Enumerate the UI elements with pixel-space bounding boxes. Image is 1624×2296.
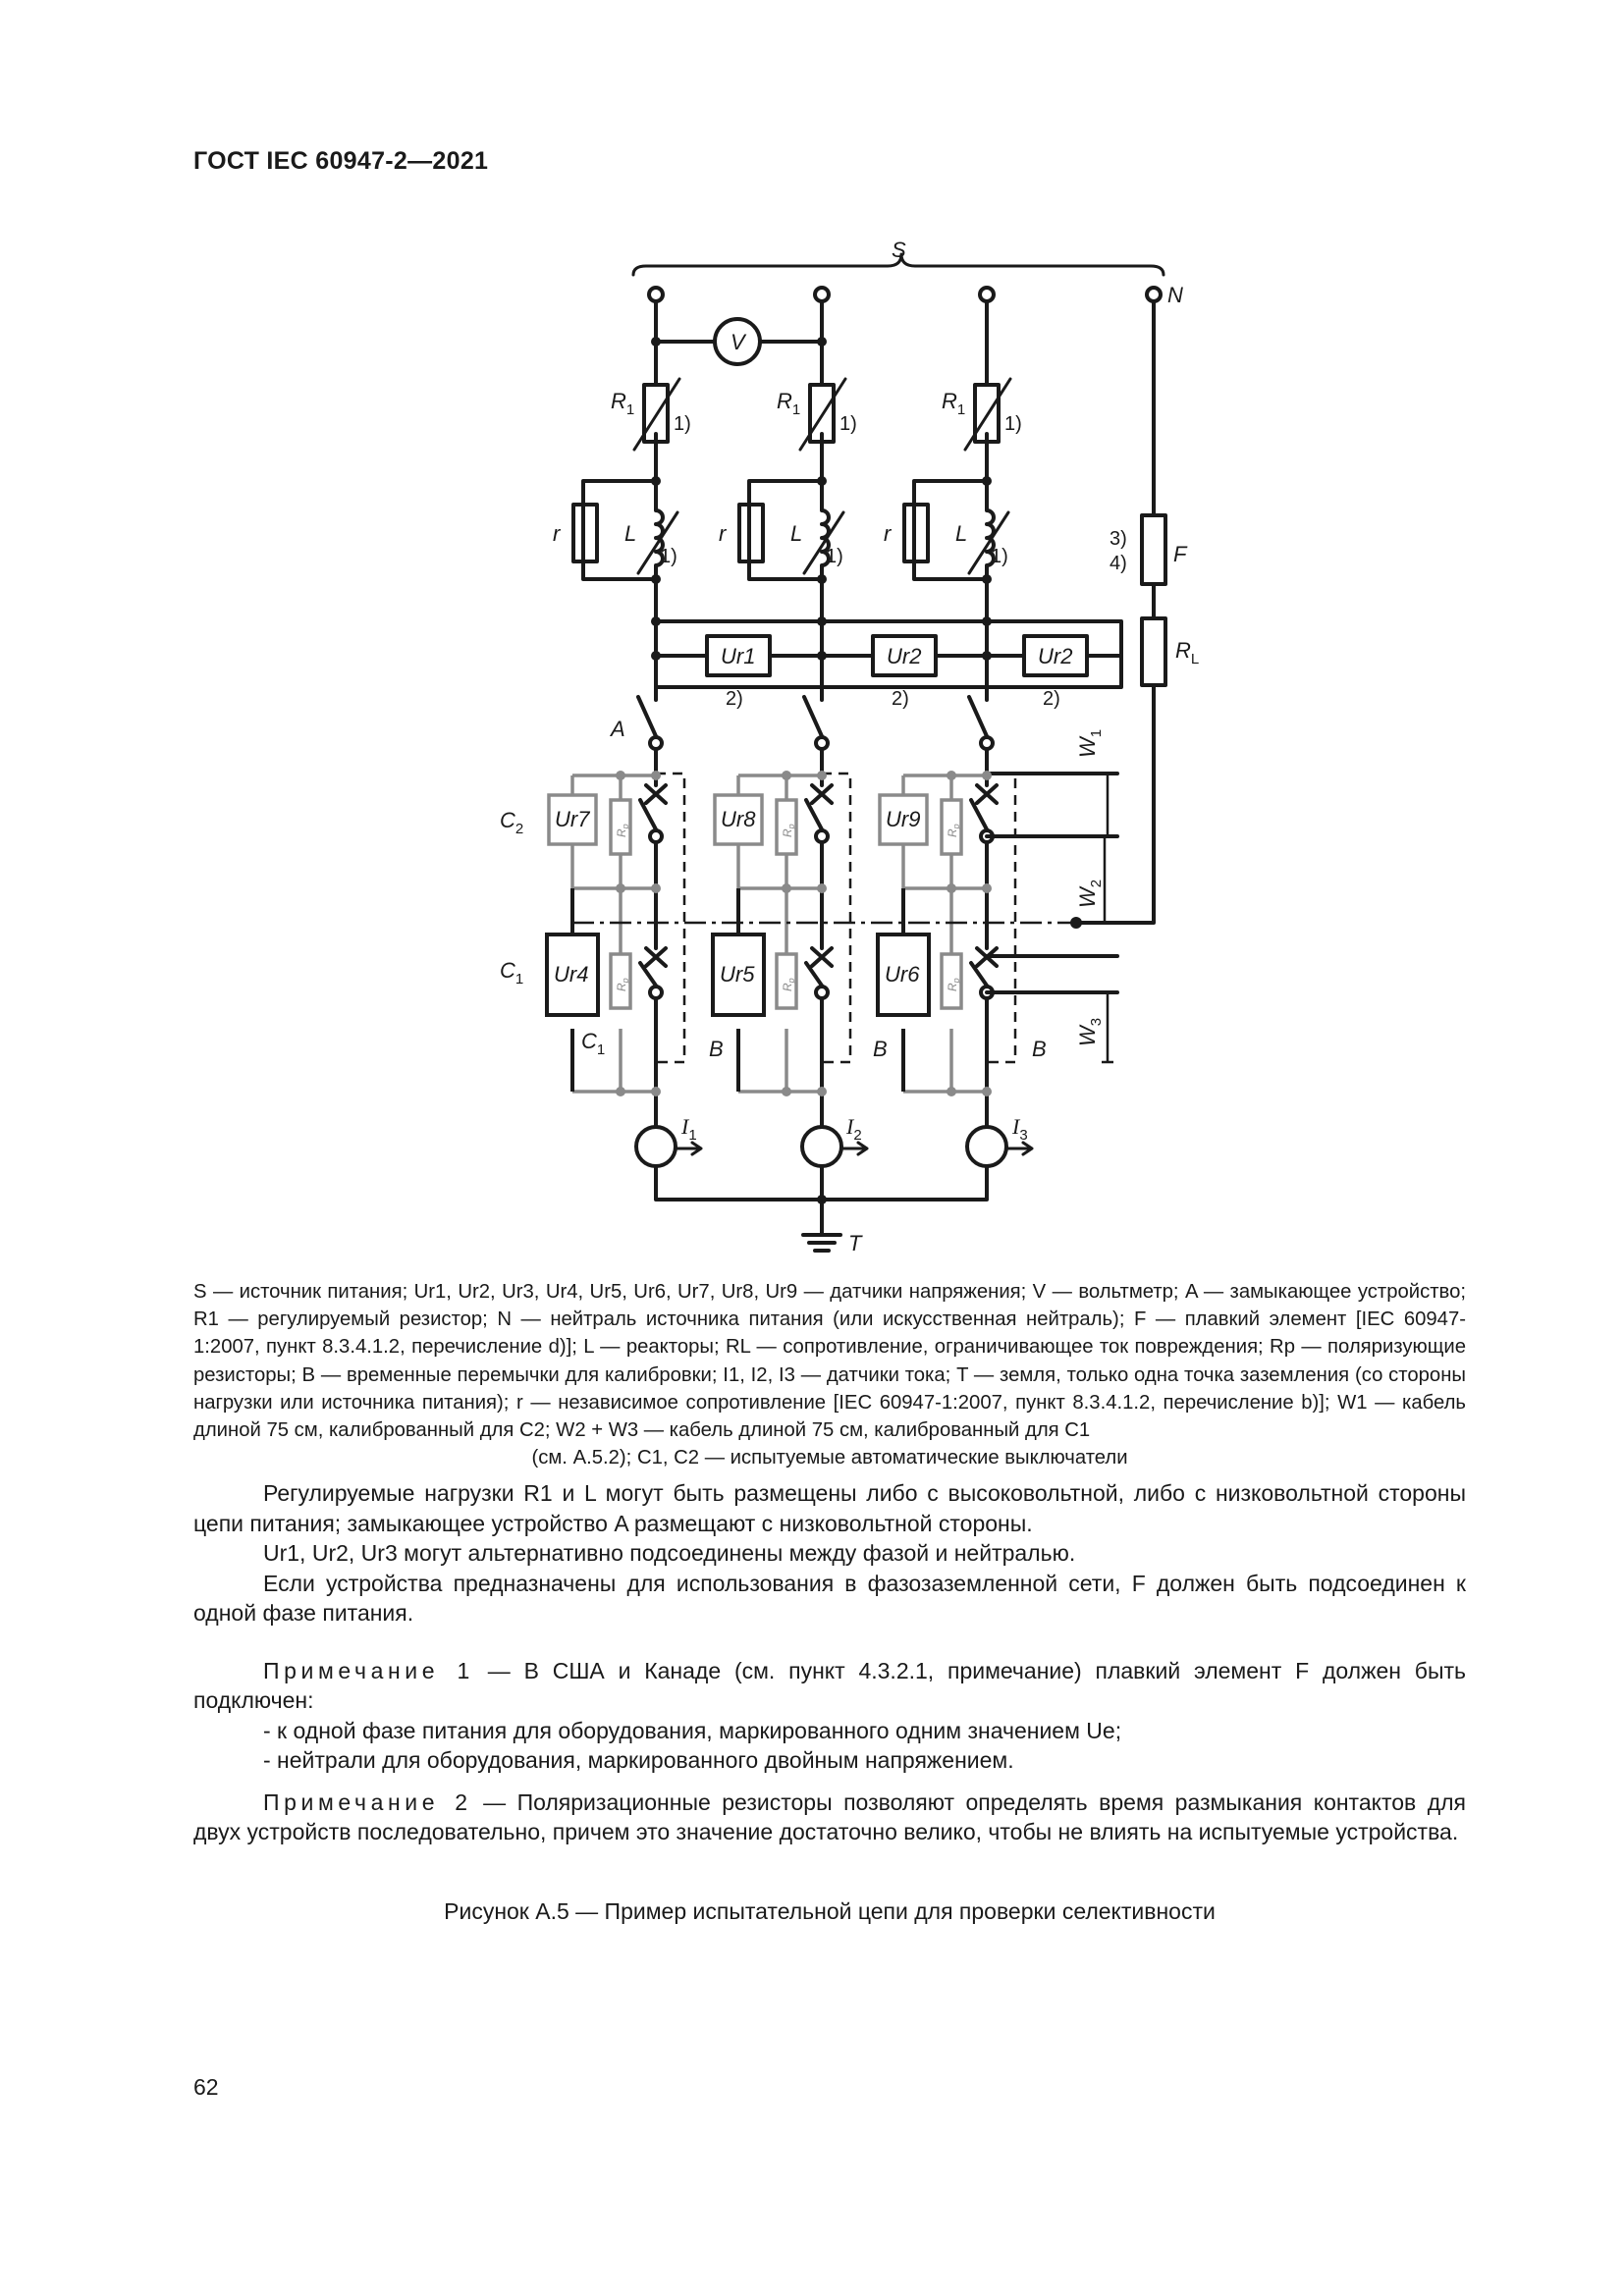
label-i2: $I_2$ <box>846 1114 862 1144</box>
label-ground-t: T <box>848 1231 862 1255</box>
note-4: 4) <box>1110 553 1127 574</box>
terminal-phase-3 <box>980 288 994 301</box>
label-voltmeter-v: V <box>731 330 745 354</box>
label-b-3: B <box>1032 1037 1047 1061</box>
label-r-phase-3: r <box>884 521 892 546</box>
label-l-phase-3: L <box>955 521 968 546</box>
label-switch-a: A <box>611 717 625 741</box>
label-rp-c2-2: $R_p$ <box>781 824 796 837</box>
current-sensor-i1 <box>636 1127 676 1166</box>
note-1 <box>193 1656 1466 1716</box>
label-l-phase-2: L <box>790 521 803 546</box>
note-1-r1-phase-1: 1) <box>674 413 691 435</box>
note-2-text: — Поляризационные резисторы позволяют определять время размыкания контактов для двух устройств последовательно, причем это значение достаточно велико, чтобы не влиять на испытуемые устройства. <box>193 1789 1467 1844</box>
page-number: 62 <box>193 2074 219 2100</box>
label-ur5: Ur5 <box>720 962 755 987</box>
label-ur1: Ur1 <box>721 644 756 668</box>
label-ur7: Ur7 <box>555 807 590 831</box>
label-w3: $W_3$ <box>1075 1017 1105 1046</box>
note-1-r1-phase-3: 1) <box>1004 413 1022 435</box>
figure-legend <box>193 1278 1466 1471</box>
paragraph-2: Ur1, Ur2, Ur3 могут альтернативно подсоединены между фазой и нейтралью. <box>263 1540 1076 1566</box>
note-2 <box>193 1788 1466 1847</box>
label-r1-phase-3: $R_1$ <box>942 389 966 418</box>
legend-last-line: (см. A.5.2); C1, C2 — испытуемые автоматические выключатели <box>531 1447 1128 1469</box>
label-b-2: B <box>873 1037 888 1061</box>
label-ur4: Ur4 <box>554 962 589 987</box>
note-1-l-phase-3: 1) <box>991 546 1008 567</box>
note-2-ur2-b: 2) <box>1043 688 1060 710</box>
label-ur2-b: Ur2 <box>1038 644 1073 668</box>
legend-main: S — источник питания; Ur1, Ur2, Ur3, Ur4, Ur5, Ur6, Ur7, Ur8, Ur9 — датчики напряжения; V — вольтметр; A — замыкающее устройство; R1 — регулируемый резистор; N — нейтраль источника питания (или искусственная нейтраль); F — плавкий элемент [IEC 60947-1:2007, пункт 8.3.4.1.2, перечисление d)]; L — реакторы; RL — сопротивление, ограничивающее ток повреждения; Rp — поляризующие резисторы; B — временные перемычки для калибровки; I1, I2, I3 — датчики тока; T — земля, только одна точка заземления (со стороны нагрузки или источника питания); r — независимое сопротивление [IEC 60947-1:2007, пункт 8.3.4.1.2, перечисление b)]; W1 — кабель длиной 75 см, калиброванный для C2; W2 + W3 — кабель длиной 75 см, калиброванный для C1 <box>193 1281 1466 1442</box>
note-2-ur2-a: 2) <box>892 688 909 710</box>
label-rl: $R_L$ <box>1175 638 1200 667</box>
explanatory-text <box>193 1478 1466 1847</box>
note-1-l-phase-2: 1) <box>826 546 843 567</box>
current-sensor-i3 <box>967 1127 1006 1166</box>
label-ur9: Ur9 <box>886 807 921 831</box>
label-ur8: Ur8 <box>721 807 756 831</box>
label-neutral-n: N <box>1167 283 1183 307</box>
label-r-phase-2: r <box>719 521 727 546</box>
label-ur2-a: Ur2 <box>887 644 922 668</box>
note-1-item-1: - к одной фазе питания для оборудования, маркированного одним значением Ue; <box>263 1717 1122 1743</box>
note-2-ur1: 2) <box>726 688 743 710</box>
note-1-label: Примечание 1 <box>263 1657 474 1683</box>
label-rp-c1-2: $R_p$ <box>781 978 796 991</box>
label-w1: $W_1$ <box>1075 728 1105 758</box>
paragraph-1: Регулируемые нагрузки R1 и L могут быть размещены либо с высоковольтной, либо с низковольтной стороны цепи питания; замыкающее устройство A размещают с низковольтной стороны. <box>193 1480 1466 1536</box>
terminal-neutral <box>1147 288 1161 301</box>
label-rp-c1-3: $R_p$ <box>946 978 961 991</box>
resistor-rl <box>1142 618 1165 685</box>
label-l-phase-1: L <box>624 521 637 546</box>
terminal-phase-2 <box>815 288 829 301</box>
note-3: 3) <box>1110 528 1127 550</box>
fuse-f <box>1142 515 1165 584</box>
label-w2: $W_2$ <box>1075 879 1105 908</box>
document-header: ГОСТ IEC 60947-2—2021 <box>193 147 489 175</box>
label-fuse-f: F <box>1173 542 1187 566</box>
label-r1-phase-2: $R_1$ <box>777 389 801 418</box>
label-c1: $C_1$ <box>500 958 524 988</box>
label-ur6: Ur6 <box>885 962 920 987</box>
label-c1-lower: $C_1$ <box>581 1029 606 1058</box>
label-source-s: S <box>892 238 906 262</box>
label-c2: $C_2$ <box>500 808 524 837</box>
label-i3: $I_3$ <box>1012 1114 1028 1144</box>
note-1-l-phase-1: 1) <box>660 546 677 567</box>
label-i1: $I_1$ <box>681 1114 697 1144</box>
label-r-phase-1: r <box>553 521 561 546</box>
note-2-label: Примечание 2 <box>263 1789 472 1815</box>
label-rp-c2-1: $R_p$ <box>615 824 630 837</box>
note-1-item-2: - нейтрали для оборудования, маркированного двойным напряжением. <box>263 1747 1014 1773</box>
label-b-1: B <box>709 1037 724 1061</box>
label-r1-phase-1: $R_1$ <box>611 389 635 418</box>
current-sensor-i2 <box>802 1127 841 1166</box>
paragraph-3: Если устройства предназначены для использования в фазозаземленной сети, F должен быть подсоединен к одной фазе питания. <box>193 1570 1466 1626</box>
note-1-r1-phase-2: 1) <box>839 413 857 435</box>
label-rp-c2-3: $R_p$ <box>946 824 961 837</box>
figure-caption: Рисунок А.5 — Пример испытательной цепи для проверки селективности <box>444 1898 1216 1924</box>
terminal-phase-1 <box>649 288 663 301</box>
label-rp-c1-1: $R_p$ <box>615 978 630 991</box>
note-1-text: — В США и Канаде (см. пункт 4.3.2.1, примечание) плавкий элемент F должен быть подключен: <box>193 1657 1466 1713</box>
